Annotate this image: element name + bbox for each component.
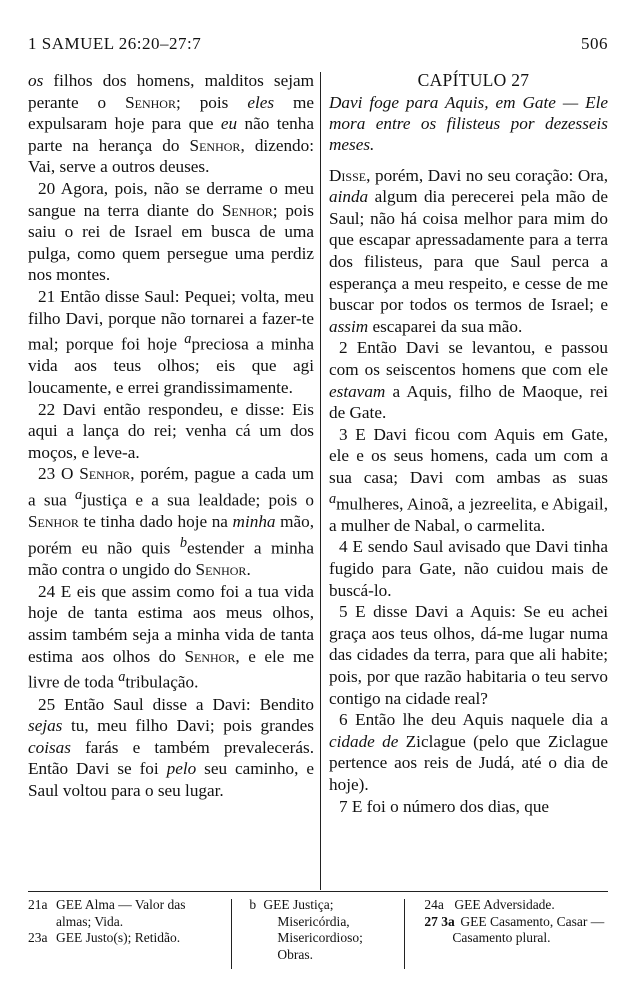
verse-25: 25 Então Saul disse a Davi: Bendito sejas tu, meu filho Davi; pois grandes coisas farás e também prevalecerás. Então Davi se foi pelo seu caminho, e Saul voltou para o seu lugar.	[28, 694, 314, 800]
footnote-text: GEE Adversidade.	[454, 897, 555, 912]
footnote-column-2	[227, 897, 394, 963]
footnote-column-separator	[404, 899, 405, 969]
footnotes	[28, 897, 608, 963]
footnote-24a	[424, 897, 608, 914]
footnote-ref: 27 3a	[424, 913, 455, 929]
verse-6: 6 Então lhe deu Aquis naquele dia a cidade de Ziclague (pelo que Ziclague pertence aos reis de Judá, até o dia de hoje).	[329, 710, 608, 794]
footnote-ref: 23a	[28, 930, 48, 945]
page-number: 506	[581, 34, 608, 53]
verse-23: 23 O Senhor, porém, pague a cada um a sua $^a$justiça e a sua lealdade; pois o Senhor te tinha dado hoje na minha mão, porém eu não quis $^b$estender a minha mão contra o ungido do Senhor.	[28, 464, 315, 580]
verse-20: 20 Agora, pois, não se derrame o meu sangue na terra diante do Senhor; pois saiu o rei de Israel em busca de uma pulga, como quem persegue uma perdiz nos montes.	[28, 178, 314, 285]
right-column	[329, 70, 608, 817]
footnote-column-separator	[231, 899, 232, 969]
verse-1: Disse, porém, Davi no seu coração: Ora, ainda algum dia perecerei pela mão de Saul; não há coisa melhor para mim do que escapar apressadamente para a terra dos filisteus, para que Saul perca a esperança a meu respeito, e cesse de me buscar por todos os termos de Israel; e assim escaparei da sua mão.	[329, 165, 608, 336]
footnote-column-1	[28, 897, 227, 963]
footnote-ref: 21a	[28, 897, 48, 912]
verse-24: 24 E eis que assim como foi a tua vida hoje de tanta estima aos meus olhos, assim também seja a minha vida de tanta estima aos olhos do Senhor, e ele me livre de toda $^a$tribulação.	[28, 581, 314, 692]
column-divider	[320, 72, 321, 890]
verse-20-cont: os filhos dos homens, malditos sejam perante o Senhor; pois eles me expulsaram hoje para que eu não tenha parte na herança do Senhor, dizendo: Vai, serve a outros deuses.	[28, 71, 315, 177]
footnote-text: GEE Justiça; Misericórdia, Misericordioso; Obras.	[263, 897, 363, 962]
running-header	[28, 34, 608, 54]
footnote-text: GEE Casamento, Casar — Casamento plural.	[452, 913, 605, 945]
verse-22: 22 Davi então respondeu, e disse: Eis aqui a lança do rei; venha cá um dos moços, e leve-a.	[28, 399, 314, 462]
verse-5: 5 E disse Davi a Aquis: Se eu achei graça aos teus olhos, dá-me lugar numa das cidades da terra, para que ali habite; pois, por que razão habitaria o teu servo contigo na cidade real?	[329, 602, 608, 708]
footnote-text: GEE Alma — Valor das almas; Vida.	[56, 897, 186, 929]
footnote-27-3a	[424, 914, 608, 947]
footnote-23a	[28, 930, 221, 947]
footnote-23b	[249, 897, 394, 963]
footnote-ref: b	[249, 897, 257, 912]
chapter-summary: Davi foge para Aquis, em Gate — Ele mora entre os filisteus por dezesseis meses.	[329, 92, 608, 154]
footnote-21a	[28, 897, 221, 930]
verse-21: 21 Então disse Saul: Pequei; volta, meu filho Davi, porque não tornarei a fazer-te mal; porque foi hoje $^a$preciosa a minha vida aos teus olhos; eis que agi loucamente, e errei grandissimamente.	[28, 286, 314, 398]
left-column	[28, 70, 314, 802]
footnote-ref: 24a	[424, 897, 444, 912]
chapter-title: CAPÍTULO 27	[417, 70, 530, 90]
verse-7: 7 E foi o número dos dias, que	[339, 796, 550, 816]
footnote-column-3	[394, 897, 608, 963]
footnote-divider	[28, 891, 608, 892]
chapter-reference: 1 SAMUEL 26:20–27:7	[28, 34, 202, 53]
verse-4: 4 E sendo Saul avisado que Davi tinha fugido para Gate, não cuidou mais de buscá-lo.	[329, 537, 608, 600]
verse-3: 3 E Davi ficou com Aquis em Gate, ele e os seus homens, cada um com a sua casa; Davi com ambas as suas $^a$mulheres, Ainoã, a jezreelita, e Abigail, a mulher de Nabal, o carmelita.	[329, 424, 608, 535]
verse-2: 2 Então Davi se levantou, e passou com os seiscentos homens que com ele estavam a Aquis, filho de Maoque, rei de Gate.	[329, 338, 608, 423]
footnote-text: GEE Justo(s); Retidão.	[56, 930, 181, 945]
